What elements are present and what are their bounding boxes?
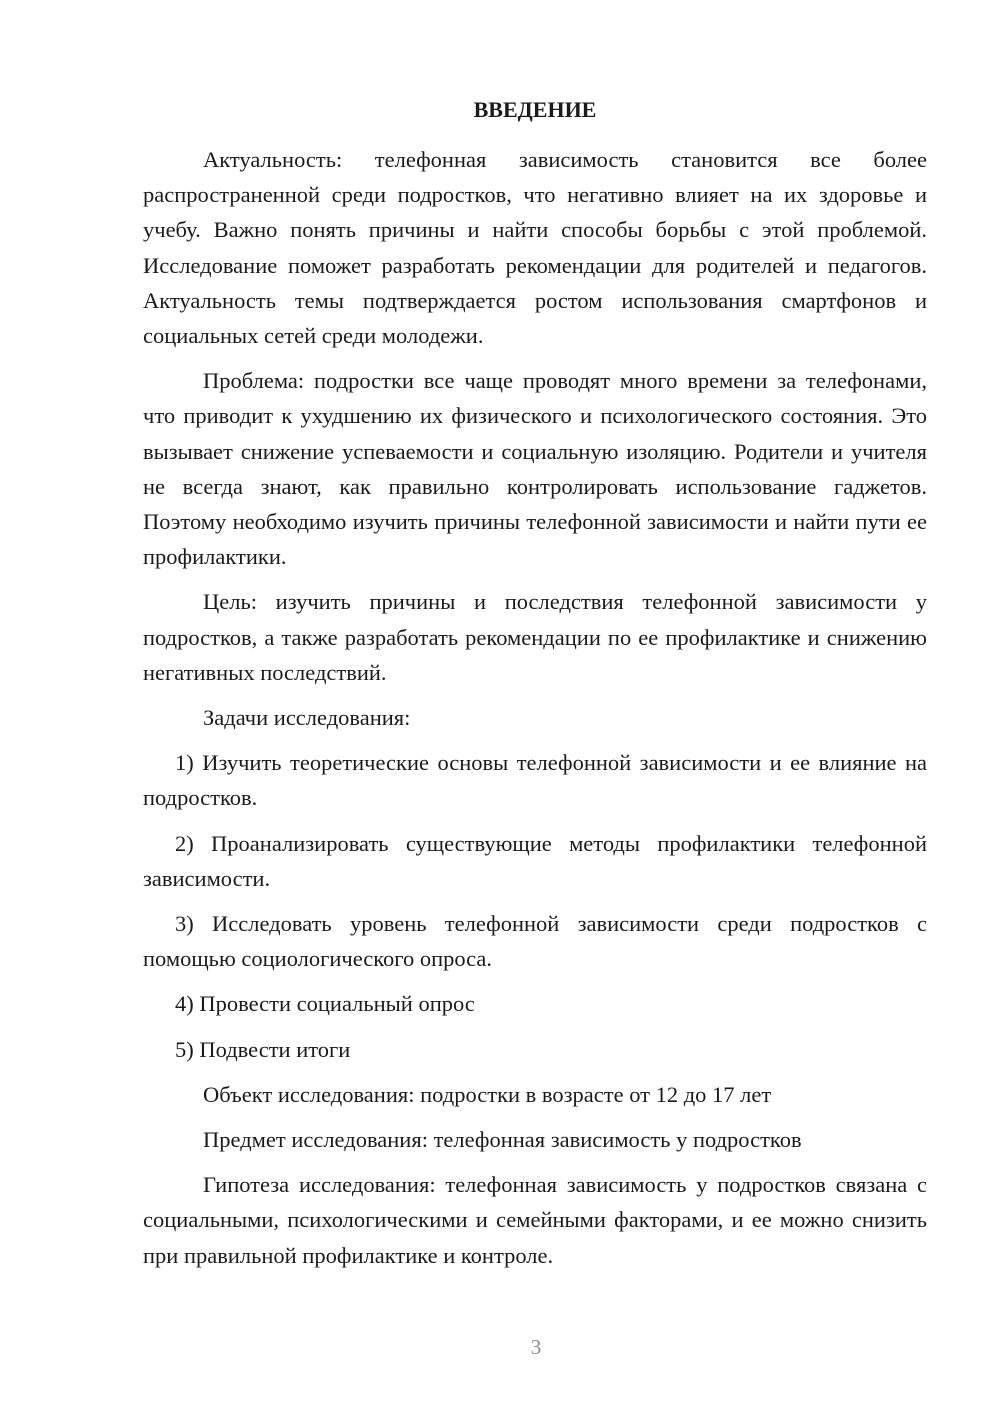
paragraph-relevance: Актуальность: телефонная зависимость становится все более распространенной среди подростков, что негативно влияет на их здоровье и учебу. Важно понять причины и найти способы борьбы с этой проблемой. Исследование поможет разработать рекомендации для родителей и педагогов. Актуальность темы подтверждается ростом использования смартфонов и социальных сетей среди молодежи. [143,147,927,349]
paragraph-subject: Предмет исследования: телефонная зависимость у подростков [203,1127,802,1153]
task-item: 1) Изучить теоретические основы телефонной зависимости и ее влияние на подростков. [143,750,927,811]
task-item: 5) Подвести итоги [175,1036,351,1062]
page-number: 3 [530,1335,542,1359]
paragraph-goal: Цель: изучить причины и последствия телефонной зависимости у подростков, а также разработать рекомендации по ее профилактике и снижению негативных последствий. [143,589,927,685]
task-item: 3) Исследовать уровень телефонной зависимости среди подростков с помощью социологического опроса. [143,911,927,972]
tasks-list [143,745,927,1067]
paragraph-problem: Проблема: подростки все чаще проводят много времени за телефонами, что приводит к ухудшению их физического и психологического состояния. Это вызывает снижение успеваемости и социальную изоляцию. Родители и учителя не всегда знают, как правильно контролировать использование гаджетов. Поэтому необходимо изучить причины телефонной зависимости и найти пути ее профилактики. [143,368,927,570]
task-item: 4) Провести социальный опрос [175,991,475,1017]
document-page [143,94,927,1283]
paragraph-hypothesis: Гипотеза исследования: телефонная зависимость у подростков связана с социальными, психологическими и семейными факторами, и ее можно снизить при правильной профилактике и контроле. [143,1172,927,1268]
document-title: ВВЕДЕНИЕ [473,97,597,122]
task-item: 2) Проанализировать существующие методы профилактики телефонной зависимости. [143,830,927,891]
paragraph-object: Объект исследования: подростки в возрасте от 12 до 17 лет [203,1081,772,1107]
paragraph-tasks-heading: Задачи исследования: [203,705,411,731]
